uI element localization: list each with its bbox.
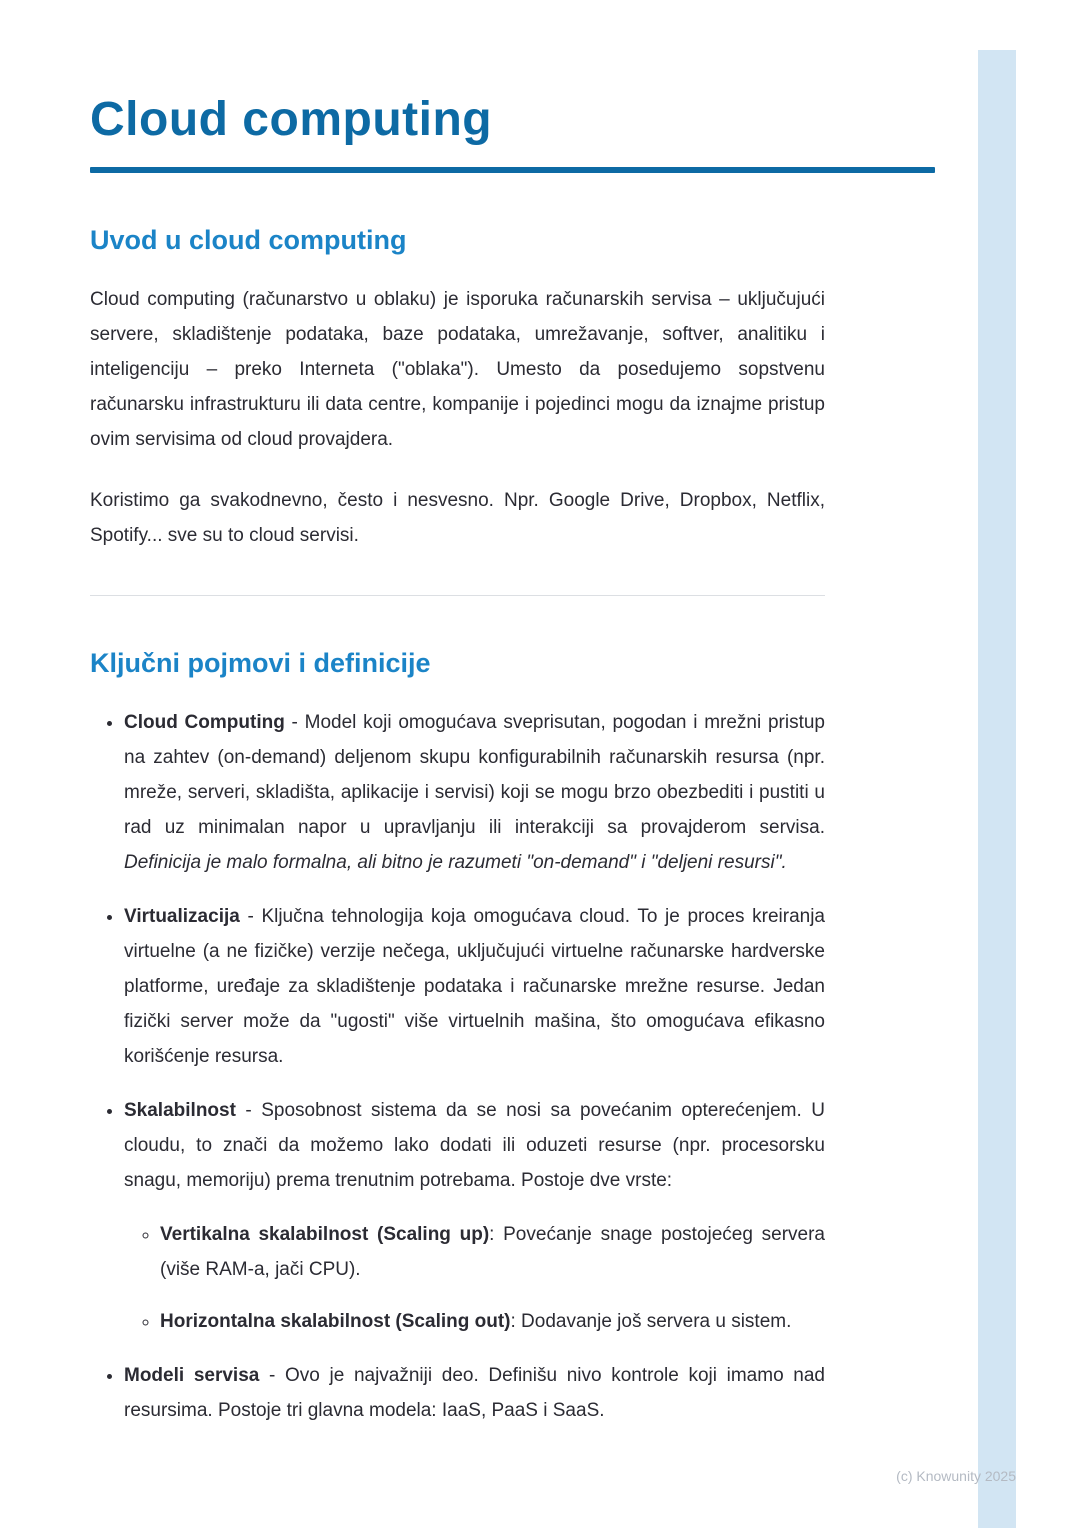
document-content <box>90 0 825 1428</box>
page-title: Cloud computing <box>90 93 493 146</box>
term-label: Cloud Computing <box>124 712 285 734</box>
list-item-vertikalna-skalabilnost <box>160 1217 825 1287</box>
list-item-skalabilnost <box>124 1093 825 1339</box>
list-item-horizontalna-skalabilnost <box>160 1304 825 1339</box>
term-label: Modeli servisa <box>124 1365 260 1387</box>
term-definition: : Povećanje snage postojećeg servera (više RAM-a, jači CPU). <box>160 1224 825 1281</box>
list-item-modeli-servisa <box>124 1358 825 1428</box>
section-heading-kljucni-pojmovi: Ključni pojmovi i definicije <box>90 648 431 679</box>
term-label: Skalabilnost <box>124 1100 236 1122</box>
section-kljucni-pojmovi <box>90 648 825 1428</box>
copyright-watermark: (c) Knowunity 2025 <box>896 1468 1016 1484</box>
list-item-virtualizacija <box>124 899 825 1074</box>
term-definition: - Ključna tehnologija koja omogućava cloud. To je proces kreiranja virtuelne (a ne fizičke) verzije nečega, uključujući virtuelne računarske hardverske platforme, uređaje za skladištenje podataka i računarske mrežne resurse. Jedan fizički server može da "ugosti" više virtuelnih mašina, što omogućava efikasno korišćenje resursa. <box>124 906 825 1068</box>
term-definition: - Ovo je najvažniji deo. Definišu nivo kontrole koji imamo nad resursima. Postoje tri glavna modela: IaaS, PaaS i SaaS. <box>124 1365 825 1422</box>
term-label: Virtualizacija <box>124 906 240 928</box>
paragraph-intro-1: Cloud computing (računarstvo u oblaku) je isporuka računarskih servisa – uključujući servere, skladištenje podataka, baze podataka, umrežavanje, softver, analitiku i inteligenciju – preko Interneta ("oblaka"). Umesto da posedujemo sopstvenu računarsku infrastrukturu ili data centre, kompanije i pojedinci mogu da iznajme pristup ovim servisima od cloud provajdera. <box>90 289 825 451</box>
page-edge-strip <box>978 50 1016 1528</box>
term-definition: - Model koji omogućava sveprisutan, pogodan i mrežni pristup na zahtev (on-demand) deljenom skupu konfigurabilnih računarskih resursa (npr. mreže, serveri, skladišta, aplikacije i servisi) koji se mogu brzo obezbediti i pustiti u rad uz minimalan napor u upravljanju ili interakciji sa provajderom servisa. <box>124 712 825 839</box>
paragraph-intro-2: Koristimo ga svakodnevno, često i nesvesno. Npr. Google Drive, Dropbox, Netflix, Spotify... sve su to cloud servisi. <box>90 490 825 547</box>
section-uvod <box>90 225 825 553</box>
definitions-list <box>90 705 825 1428</box>
list-item-cloud-computing <box>124 705 825 880</box>
skalabilnost-sublist <box>124 1217 825 1339</box>
section-divider <box>90 595 825 596</box>
term-label: Vertikalna skalabilnost (Scaling up) <box>160 1224 490 1246</box>
title-underline-rule <box>90 167 935 173</box>
term-label: Horizontalna skalabilnost (Scaling out) <box>160 1311 511 1333</box>
section-heading-uvod: Uvod u cloud computing <box>90 225 407 256</box>
term-definition: : Dodavanje još servera u sistem. <box>510 1311 792 1333</box>
term-definition: - Sposobnost sistema da se nosi sa povećanim opterećenjem. U cloudu, to znači da možemo lako dodati ili oduzeti resurse (npr. procesorsku snagu, memoriju) prema trenutnim potrebama. Postoje dve vrste: <box>124 1100 825 1192</box>
term-note-italic: Definicija je malo formalna, ali bitno je razumeti "on-demand" i "deljeni resursi". <box>124 852 787 874</box>
